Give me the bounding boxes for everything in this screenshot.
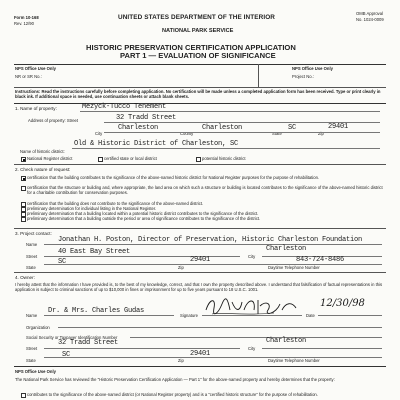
owner-street-value[interactable]: 32 Tradd Street: [58, 339, 119, 347]
contact-zip-value[interactable]: 29401: [190, 256, 211, 264]
signature-label: Signature: [180, 313, 198, 318]
contact-name-value[interactable]: Jonathan H. Poston, Director of Preservation, Historic Charleston Foundation: [58, 236, 363, 244]
owner-city-label: City: [248, 346, 256, 351]
service-name: NATIONAL PARK SERVICE: [162, 28, 234, 34]
request-checkbox-2[interactable]: [21, 186, 26, 191]
contact-zip-label: Zip: [178, 265, 184, 270]
owner-name-value[interactable]: Dr. & Mrs. Charles Gudas: [48, 307, 145, 315]
historic-district-value[interactable]: Old & Historic District of Charleston, SC: [74, 140, 239, 148]
address-street-label: Address of property: Street: [28, 118, 79, 123]
owner-name-label: Name: [26, 313, 38, 318]
nps-determination-text: The National Park Service has reviewed the "Historic Preservation Certification Application — Part 1" for the above-named property and hereby determines that the property:: [15, 377, 335, 382]
request-checkbox-6[interactable]: [21, 217, 26, 222]
nr-number-label: NR or SR No.:: [15, 74, 42, 79]
omb-approval: OMB Approval: [356, 11, 383, 16]
contact-state-label: State: [26, 265, 36, 270]
property-street-value[interactable]: 32 Tradd Street: [116, 114, 177, 122]
property-name-value[interactable]: Mezyck-Tucco Tenement: [82, 103, 167, 111]
contact-city-value[interactable]: Charleston: [266, 245, 307, 253]
owner-zip-label: Zip: [178, 358, 184, 363]
contact-state-value[interactable]: SC: [58, 258, 67, 266]
signature-date-value[interactable]: 12/30/98: [320, 298, 365, 309]
contact-name-label: Name: [26, 242, 38, 247]
nps-contributes-checkbox[interactable]: [21, 393, 26, 398]
agency-name: UNITED STATES DEPARTMENT OF THE INTERIOR: [118, 14, 276, 21]
request-option-5: preliminary determination that a building located within a potential historic district contributes to the significance of the district.: [27, 211, 259, 216]
section-1-label: 1. Name of property:: [15, 106, 57, 111]
owner-phone-label: Daytime Telephone Number: [268, 358, 320, 363]
form-title: HISTORIC PRESERVATION CERTIFICATION APPLICATION: [86, 43, 296, 52]
property-state-value[interactable]: SC: [288, 124, 297, 132]
property-city-value[interactable]: Charleston: [118, 124, 159, 132]
owner-state-value[interactable]: SC: [62, 351, 71, 359]
historic-district-label: Name of historic district:: [20, 149, 65, 154]
form-revision: Rev. 12/90: [14, 21, 34, 26]
certified-district-checkbox[interactable]: [98, 157, 103, 162]
certified-district-option: certified state or local district: [104, 156, 157, 161]
owner-state-label: State: [26, 358, 36, 363]
instructions-text: Instructions: Read the instructions carefully before completing application. No certification will be made unless a completed application form has been received. Type or print clearly in black ink. If additional space is needed, use continuation sheets or attach blank sheets.: [15, 89, 381, 99]
nps-office-use-label: NPS Office Use Only: [15, 66, 56, 71]
contact-city-label: City: [248, 254, 256, 259]
owner-street-label: Street: [26, 346, 38, 351]
owner-zip-value[interactable]: 29401: [190, 350, 211, 358]
request-option-4: preliminary determination for individual listing in the National Register.: [27, 206, 157, 211]
section-4-label: 4. Owner:: [15, 275, 35, 280]
potential-district-checkbox[interactable]: [196, 157, 201, 162]
contact-phone-value[interactable]: 843-724-8486: [296, 256, 345, 264]
contact-street-label: Street: [26, 254, 38, 259]
project-number-label: Project No.:: [292, 74, 314, 79]
contact-street-value[interactable]: 40 East Bay Street: [58, 248, 131, 256]
national-register-option: National Register district: [27, 156, 73, 161]
nps-bottom-label: NPS Office Use Only: [15, 369, 56, 374]
organization-label: Organization: [26, 325, 50, 330]
omb-number: No. 1024-0009: [356, 17, 384, 22]
request-option-2: certification that the structure or building and, where appropriate, the land area on which such a structure or building is located contributes to the significance of the above-named historic district for a charitable contribution for conservation purposes.: [27, 185, 383, 195]
request-option-3: certification that the building does not contribute to the significance of the above-named district.: [27, 201, 204, 206]
property-zip-value[interactable]: 29401: [328, 123, 349, 131]
nps-office-use-label-right: NPS Office Use Only: [292, 66, 333, 71]
date-label: Date: [306, 313, 315, 318]
section-2-label: 2. Check nature of request:: [15, 167, 71, 172]
potential-district-option: potential historic district: [202, 156, 246, 161]
zip-label: Zip: [318, 131, 324, 136]
owner-city-value[interactable]: Charleston: [266, 337, 307, 345]
property-county-value[interactable]: Charleston: [202, 124, 243, 132]
state-label: State: [272, 131, 282, 136]
request-option-1: certification that the building contributes to the significance of the above-named historic district for National Register purposes for the purpose of rehabilitation.: [27, 175, 320, 180]
request-option-6: preliminary determination that a building outside the period or area of significance contributes to the significance of the district.: [27, 216, 261, 221]
nps-contributes-option: contributes to the significance of the above-named district (or National Register property) and is a "certified historic structure" for the purpose of rehabilitation.: [27, 392, 318, 397]
taxpayer-id-label: Social Security or Taxpayer Identification Number: [26, 335, 118, 340]
section-3-label: 3. Project contact:: [15, 231, 52, 236]
form-number: Form 10-168: [14, 15, 39, 20]
contact-phone-label: Daytime Telephone Number: [268, 265, 320, 270]
city-label: City: [95, 131, 103, 136]
form-subtitle: PART 1 — EVALUATION OF SIGNIFICANCE: [120, 51, 276, 60]
owner-attestation: I hereby attest that the information I have provided is, to the best of my knowledge, correct, and that I own the property described above. I understand that falsification of factual representations in this application is subject to criminal sanctions of up to $10,000 in fines or imprisonment for up to five years pursuant to 18 U.S.C. 1001.: [15, 282, 383, 292]
county-label: County: [180, 131, 194, 136]
request-checkbox-1[interactable]: [21, 176, 26, 181]
national-register-checkbox[interactable]: [21, 157, 26, 162]
